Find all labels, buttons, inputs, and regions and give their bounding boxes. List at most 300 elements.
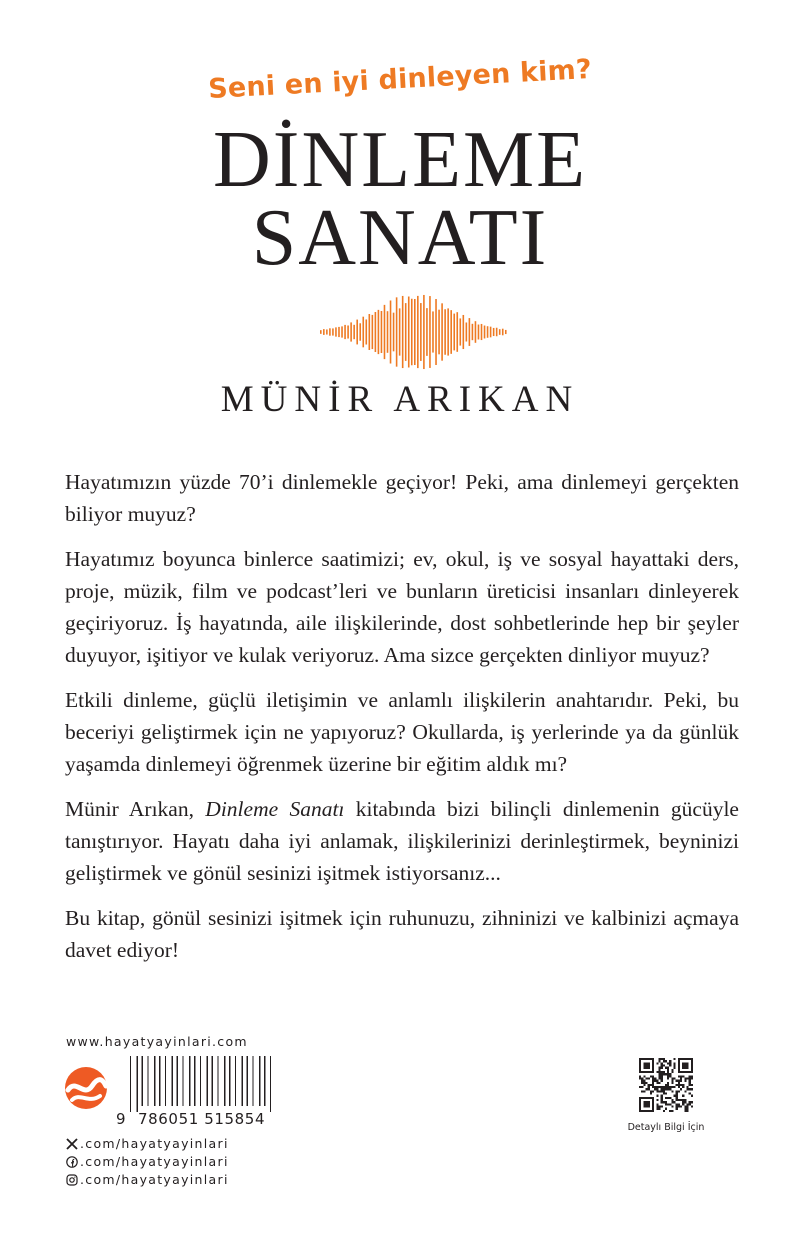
qr-cell — [684, 1090, 686, 1092]
qr-cell — [676, 1099, 678, 1101]
qr-cell — [667, 1075, 669, 1077]
publisher-website[interactable]: www.hayatyayinlari.com — [66, 1034, 248, 1049]
qr-cell — [652, 1075, 654, 1077]
qr-cell — [661, 1099, 663, 1101]
barcode-bar — [218, 1056, 219, 1106]
qr-cell — [680, 1080, 682, 1082]
qr-cell — [661, 1101, 663, 1103]
wave-bar — [490, 327, 492, 338]
barcode-bar — [142, 1056, 144, 1106]
social-instagram-handle: .com/hayatyayinlari — [80, 1172, 229, 1187]
wave-bar — [329, 328, 331, 335]
wave-bar — [475, 321, 477, 343]
qr-cell — [689, 1088, 691, 1090]
qr-cell — [674, 1064, 676, 1066]
qr-cell — [667, 1069, 669, 1071]
wave-bar — [426, 308, 428, 356]
qr-cell — [658, 1073, 660, 1075]
qr-cell — [650, 1084, 652, 1086]
qr-cell — [680, 1075, 682, 1077]
qr-cell — [671, 1086, 673, 1088]
qr-cell — [641, 1077, 643, 1079]
qr-cell — [652, 1090, 654, 1092]
qr-cell — [680, 1099, 682, 1101]
qr-cell — [684, 1108, 686, 1110]
blurb-paragraph: Etkili dinleme, güçlü iletişimin ve anlamlı ilişkilerin anahtarıdır. Peki, bu beceriyi geliştirmek için ne yapıyoruz? Okullarda, iş yerlerinde ya da günlük yaşamda dinlemeyi öğrenmek üzerine bir eğitim aldık mı? — [65, 688, 739, 776]
qr-cell — [667, 1084, 669, 1086]
qr-cell — [687, 1106, 689, 1108]
qr-cell — [650, 1090, 652, 1092]
qr-cell — [687, 1088, 689, 1090]
qr-cell — [650, 1075, 652, 1077]
barcode-bar — [264, 1056, 266, 1106]
qr-cell — [671, 1110, 673, 1112]
qr-cell — [682, 1084, 684, 1086]
qr-cell — [671, 1101, 673, 1103]
qr-cell — [669, 1097, 671, 1099]
qr-cell — [663, 1101, 665, 1103]
barcode-icon — [128, 1056, 278, 1112]
barcode-bar — [177, 1056, 179, 1106]
book-title-line-2: SANATI — [251, 194, 549, 282]
qr-cell — [682, 1086, 684, 1088]
qr-cell — [661, 1073, 663, 1075]
barcode-bar — [235, 1056, 236, 1106]
wave-bar — [493, 328, 495, 336]
book-title-line-1: DİNLEME — [213, 116, 587, 204]
wave-bar — [499, 329, 501, 335]
wave-bar — [420, 303, 422, 361]
book-title-reference: Dinleme Sanatı — [205, 797, 345, 821]
qr-cell — [665, 1060, 667, 1062]
wave-bar — [496, 328, 498, 337]
qr-cell — [643, 1082, 645, 1084]
qr-cell — [654, 1086, 656, 1088]
qr-cell — [661, 1077, 663, 1079]
qr-cell — [658, 1090, 660, 1092]
qr-cell — [680, 1106, 682, 1108]
wave-bar — [487, 326, 489, 338]
wave-bar — [466, 322, 468, 341]
qr-cell — [656, 1071, 658, 1073]
wave-bar — [459, 318, 461, 345]
qr-cell — [667, 1086, 669, 1088]
qr-cell — [680, 1084, 682, 1086]
qr-cell — [678, 1106, 680, 1108]
qr-cell — [669, 1086, 671, 1088]
qr-cell — [652, 1080, 654, 1082]
qr-cell — [691, 1101, 693, 1103]
isbn-first-digit: 9 — [116, 1110, 126, 1128]
wave-bar — [369, 314, 371, 350]
qr-cell — [643, 1090, 645, 1092]
qr-cell — [682, 1075, 684, 1077]
qr-cell — [665, 1101, 667, 1103]
wave-bar — [441, 303, 443, 360]
barcode-bar — [194, 1056, 196, 1106]
wave-bar — [478, 325, 480, 340]
qr-cell — [674, 1101, 676, 1103]
barcode-bar — [130, 1056, 131, 1112]
wave-bar — [393, 313, 395, 352]
qr-cell — [678, 1103, 680, 1105]
qr-cell — [661, 1095, 663, 1097]
qr-cell — [658, 1082, 660, 1084]
x-logo-icon — [66, 1138, 78, 1150]
qr-cell — [667, 1103, 669, 1105]
qr-cell — [658, 1075, 660, 1077]
qr-code-label: Detaylı Bilgi İçin — [627, 1122, 705, 1133]
qr-cell — [669, 1060, 671, 1062]
qr-cell — [656, 1086, 658, 1088]
qr-cell — [687, 1077, 689, 1079]
qr-cell — [665, 1088, 667, 1090]
qr-cell — [645, 1077, 647, 1079]
qr-cell — [676, 1080, 678, 1082]
qr-cell — [674, 1086, 676, 1088]
qr-cell — [678, 1090, 680, 1092]
social-instagram[interactable] — [66, 1172, 229, 1187]
back-cover-blurb — [65, 466, 739, 979]
qr-cell — [671, 1071, 673, 1073]
wave-bar — [320, 330, 322, 334]
qr-cell — [663, 1088, 665, 1090]
qr-cell — [674, 1077, 676, 1079]
qr-cell — [678, 1084, 680, 1086]
qr-cell — [671, 1082, 673, 1084]
qr-cell — [689, 1080, 691, 1082]
wave-bar — [423, 295, 425, 369]
qr-cell — [689, 1077, 691, 1079]
qr-cell — [684, 1101, 686, 1103]
wave-bar — [344, 325, 346, 339]
qr-cell — [641, 1080, 643, 1082]
qr-cell — [676, 1084, 678, 1086]
wave-bar — [335, 327, 337, 336]
qr-code-icon[interactable] — [639, 1058, 693, 1112]
barcode-bar — [183, 1056, 184, 1106]
qr-cell — [674, 1062, 676, 1064]
qr-cell — [661, 1090, 663, 1092]
qr-cell — [684, 1110, 686, 1112]
barcode-bar — [207, 1056, 209, 1106]
qr-cell — [687, 1110, 689, 1112]
wave-bar — [387, 311, 389, 353]
qr-cell — [667, 1097, 669, 1099]
qr-cell — [654, 1077, 656, 1079]
qr-cell — [665, 1103, 667, 1105]
qr-cell — [682, 1062, 688, 1068]
qr-cell — [643, 1101, 649, 1107]
wave-bar — [365, 319, 367, 344]
barcode-bar — [259, 1056, 261, 1106]
wave-bar — [438, 310, 440, 355]
isbn-digits: 786051 515854 — [138, 1110, 266, 1128]
blurb-paragraph — [65, 793, 739, 889]
barcode-bar — [172, 1056, 174, 1106]
barcode-bar — [270, 1056, 271, 1112]
qr-cell — [661, 1097, 663, 1099]
wave-bar — [505, 330, 507, 334]
wave-bar — [414, 299, 416, 365]
qr-cell — [682, 1095, 684, 1097]
qr-cell — [674, 1095, 676, 1097]
wave-bar — [432, 311, 434, 352]
wave-bar — [484, 326, 486, 339]
qr-cell — [661, 1075, 663, 1077]
qr-cell — [658, 1067, 660, 1069]
qr-cell — [641, 1082, 643, 1084]
qr-cell — [691, 1077, 693, 1079]
wave-bar — [384, 305, 386, 359]
qr-cell — [671, 1077, 673, 1079]
wave-bar — [381, 311, 383, 353]
qr-cell — [661, 1080, 663, 1082]
wave-bar — [411, 299, 413, 366]
qr-cell — [689, 1093, 691, 1095]
qr-cell — [667, 1073, 669, 1075]
qr-cell — [658, 1060, 660, 1062]
wave-bar — [450, 310, 452, 354]
qr-cell — [691, 1106, 693, 1108]
qr-cell — [684, 1106, 686, 1108]
qr-cell — [689, 1082, 691, 1084]
barcode-bar — [253, 1056, 254, 1106]
qr-cell — [661, 1067, 663, 1069]
qr-cell — [648, 1088, 650, 1090]
qr-cell — [680, 1088, 682, 1090]
wave-bar — [481, 324, 483, 340]
wave-bar — [326, 329, 328, 334]
qr-cell — [678, 1075, 680, 1077]
qr-cell — [652, 1086, 654, 1088]
blurb-paragraph: Hayatımız boyunca binlerce saatimizi; ev, okul, iş ve sosyal hayattaki ders, proje, müzik, film ve podcast’leri ve bunların üreticisi insanları dinleyerek geçiriyoruz. İş hayatında, aile ilişkilerinde, dost sohbetlerinde hep bir şeyler duyuyor, işitiyor ve kulak veriyoruz. Ama sizce gerçekten dinliyor muyuz? — [65, 547, 739, 667]
barcode-bar — [154, 1056, 156, 1106]
qr-cell — [689, 1084, 691, 1086]
qr-cell — [641, 1090, 643, 1092]
qr-cell — [684, 1099, 686, 1101]
wave-bar — [402, 296, 404, 368]
wave-bar — [372, 315, 374, 349]
qr-cell — [674, 1058, 676, 1060]
wave-bar — [453, 314, 455, 351]
barcode-bar — [189, 1056, 191, 1106]
qr-cell — [691, 1088, 693, 1090]
social-x-handle: .com/hayatyayinlari — [80, 1136, 229, 1151]
qr-cell — [663, 1093, 665, 1095]
qr-cell — [665, 1073, 667, 1075]
qr-cell — [665, 1108, 667, 1110]
qr-cell — [687, 1086, 689, 1088]
qr-cell — [665, 1093, 667, 1095]
qr-cell — [667, 1077, 669, 1079]
qr-cell — [656, 1088, 658, 1090]
qr-cell — [663, 1064, 665, 1066]
qr-cell — [663, 1110, 665, 1112]
social-facebook-handle: .com/hayatyayinlari — [80, 1154, 229, 1169]
qr-cell — [663, 1071, 665, 1073]
qr-cell — [665, 1084, 667, 1086]
barcode-bar — [165, 1056, 166, 1106]
qr-cell — [682, 1103, 684, 1105]
wave-bar — [469, 318, 471, 346]
qr-cell — [661, 1062, 663, 1064]
qr-cell — [663, 1060, 665, 1062]
wave-bar — [502, 329, 504, 336]
qr-cell — [656, 1099, 658, 1101]
social-facebook[interactable] — [66, 1154, 229, 1169]
qr-cell — [687, 1103, 689, 1105]
wave-bar — [463, 315, 465, 349]
facebook-logo-icon — [66, 1156, 78, 1168]
wave-bar — [375, 312, 377, 352]
qr-cell — [663, 1090, 665, 1092]
qr-cell — [676, 1093, 678, 1095]
barcode-bar — [148, 1056, 149, 1106]
qr-cell — [691, 1095, 693, 1097]
qr-cell — [654, 1088, 656, 1090]
qr-cell — [652, 1082, 654, 1084]
qr-cell — [689, 1103, 691, 1105]
publisher-logo-icon — [62, 1064, 110, 1112]
qr-cell — [661, 1064, 663, 1066]
barcode-bar — [224, 1056, 226, 1106]
qr-cell — [669, 1110, 671, 1112]
qr-cell — [669, 1075, 671, 1077]
wave-bar — [347, 325, 349, 338]
qr-cell — [676, 1090, 678, 1092]
qr-cell — [652, 1084, 654, 1086]
wave-bar — [341, 326, 343, 337]
qr-cell — [656, 1106, 658, 1108]
qr-cell — [661, 1058, 663, 1060]
qr-cell — [667, 1088, 669, 1090]
qr-cell — [671, 1099, 673, 1101]
qr-cell — [639, 1086, 641, 1088]
qr-cell — [656, 1108, 658, 1110]
instagram-logo-icon — [66, 1174, 78, 1186]
qr-cell — [669, 1062, 671, 1064]
wave-bar — [323, 329, 325, 335]
qr-cell — [671, 1090, 673, 1092]
wave-bar — [429, 296, 431, 368]
blurb-paragraph: Bu kitap, gönül sesinizi işitmek için ruhunuzu, zihninizi ve kalbinizi açmaya davet ediyor! — [65, 906, 739, 962]
qr-cell — [643, 1075, 645, 1077]
qr-cell — [674, 1067, 676, 1069]
qr-cell — [678, 1086, 680, 1088]
qr-cell — [652, 1077, 654, 1079]
wave-bar — [396, 297, 398, 366]
qr-cell — [667, 1071, 669, 1073]
wave-bar — [399, 308, 401, 355]
blurb-text: Münir Arıkan, — [65, 797, 206, 821]
qr-cell — [667, 1062, 669, 1064]
qr-cell — [658, 1077, 660, 1079]
qr-cell — [665, 1097, 667, 1099]
qr-cell — [669, 1073, 671, 1075]
qr-cell — [665, 1067, 667, 1069]
qr-cell — [658, 1069, 660, 1071]
qr-cell — [643, 1084, 645, 1086]
social-x[interactable] — [66, 1136, 229, 1151]
qr-cell — [667, 1082, 669, 1084]
qr-cell — [656, 1095, 658, 1097]
barcode-bar — [212, 1056, 214, 1106]
qr-cell — [656, 1062, 658, 1064]
qr-cell — [648, 1084, 650, 1086]
blurb-paragraph: Hayatımızın yüzde 70’i dinlemekle geçiyor! Peki, ama dinlemeyi gerçekten biliyor muyuz? — [65, 470, 739, 526]
qr-cell — [643, 1062, 649, 1068]
wave-bar — [338, 327, 340, 337]
qr-cell — [676, 1095, 678, 1097]
qr-cell — [641, 1086, 643, 1088]
wave-bar — [378, 310, 380, 354]
wave-bar — [447, 308, 449, 355]
author-name: MÜNİR ARIKAN — [220, 379, 580, 420]
wave-bar — [408, 297, 410, 368]
qr-cell — [650, 1093, 652, 1095]
qr-cell — [684, 1077, 686, 1079]
wave-bar — [435, 299, 437, 365]
wave-bar — [456, 312, 458, 352]
barcode-bar — [229, 1056, 231, 1106]
qr-cell — [682, 1101, 684, 1103]
wave-bar — [359, 323, 361, 340]
wave-bar — [356, 320, 358, 345]
qr-cell — [656, 1103, 658, 1105]
barcode-bar — [159, 1056, 161, 1106]
tagline: Seni en iyi dinleyen kim? — [207, 53, 593, 106]
qr-cell — [689, 1075, 691, 1077]
qr-cell — [658, 1086, 660, 1088]
qr-cell — [687, 1108, 689, 1110]
qr-cell — [661, 1086, 663, 1088]
qr-cell — [669, 1088, 671, 1090]
wave-bar — [390, 300, 392, 363]
qr-cell — [648, 1086, 650, 1088]
wave-bar — [353, 325, 355, 339]
qr-cell — [676, 1108, 678, 1110]
wave-bar — [332, 328, 334, 335]
qr-cell — [663, 1086, 665, 1088]
qr-cell — [645, 1088, 647, 1090]
qr-cell — [665, 1086, 667, 1088]
wave-bar — [444, 309, 446, 355]
qr-cell — [691, 1084, 693, 1086]
barcode-bar — [200, 1056, 201, 1106]
qr-cell — [680, 1077, 682, 1079]
wave-bar — [405, 303, 407, 361]
qr-cell — [648, 1077, 650, 1079]
qr-cell — [663, 1073, 665, 1075]
qr-cell — [671, 1080, 673, 1082]
qr-cell — [639, 1075, 641, 1077]
wave-bar — [417, 296, 419, 368]
barcode-bar — [137, 1056, 139, 1112]
wave-bar — [362, 317, 364, 348]
qr-cell — [684, 1080, 686, 1082]
qr-cell — [689, 1101, 691, 1103]
qr-cell — [678, 1099, 680, 1101]
qr-cell — [661, 1088, 663, 1090]
qr-cell — [682, 1099, 684, 1101]
sound-wave-icon — [318, 292, 510, 372]
qr-cell — [678, 1080, 680, 1082]
qr-cell — [658, 1058, 660, 1060]
qr-cell — [658, 1071, 660, 1073]
qr-cell — [643, 1080, 645, 1082]
qr-cell — [671, 1106, 673, 1108]
